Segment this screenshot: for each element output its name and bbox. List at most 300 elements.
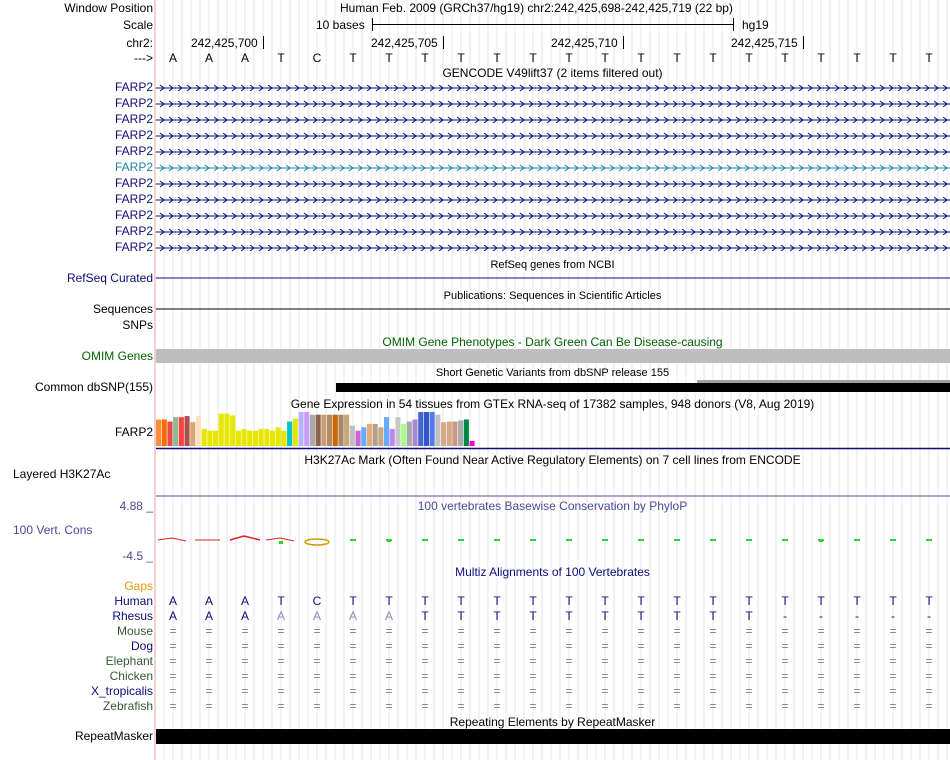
multiz-alignment-char: = [385,669,393,683]
multiz-alignment-char: A [276,609,285,623]
multiz-alignment-char: = [277,669,285,683]
multiz-alignment-char: = [781,654,789,668]
phylop-score-mark [854,539,860,541]
base-letter: T [637,51,645,65]
position-label: 242,425,705 [371,36,438,50]
phylop-score-mark [926,539,932,541]
multiz-alignment-char: = [277,639,285,653]
gtex-tissue-bar [242,429,247,446]
multiz-alignment-char: T [601,594,609,608]
multiz-alignment-char: = [889,639,897,653]
multiz-alignment-char: = [313,699,321,713]
phylop-score-mark [279,541,283,544]
gencode-item-label[interactable]: FARP2 [114,160,153,174]
scale-label: Scale [122,18,153,32]
gtex-tissue-bar [435,415,440,446]
multiz-alignment-char: = [349,639,357,653]
gtex-tissue-bar [407,422,412,446]
multiz-alignment-char: = [709,684,717,698]
gtex-tissue-bar [247,431,252,446]
gtex-tissue-bar [185,416,190,446]
gencode-item-label[interactable]: FARP2 [114,96,153,110]
multiz-alignment-char: T [673,609,681,623]
position-tick [443,36,444,49]
multiz-alignment-char: = [277,654,285,668]
multiz-alignment-char: = [817,669,825,683]
multiz-alignment-char: = [817,699,825,713]
repeatmasker-track-title[interactable]: Repeating Elements by RepeatMasker [449,715,656,729]
multiz-alignment-char: C [312,594,322,608]
h3k27ac-track-title[interactable]: H3K27Ac Mark (Often Found Near Active Regulatory Elements) on 7 cell lines from ENCODE [304,453,801,467]
multiz-alignment-char: T [385,594,393,608]
repeatmasker-track-label[interactable]: RepeatMasker [74,729,153,743]
gaps-label: Gaps [124,579,153,593]
phylop-score-mark [638,539,644,541]
gtex-tissue-bar [259,429,264,446]
multiz-alignment-char: = [637,669,645,683]
omim-track-label[interactable]: OMIM Genes [81,349,153,363]
multiz-alignment-char: - [855,609,859,623]
multiz-alignment-char: = [529,654,537,668]
gtex-tissue-bar [373,424,378,446]
phylop-track-title[interactable]: 100 vertebrates Basewise Conservation by PhyloP [417,499,688,513]
multiz-alignment-char: = [925,699,933,713]
gtex-tissue-bar [361,427,366,446]
multiz-alignment-char: = [817,684,825,698]
multiz-alignment-char: = [241,654,249,668]
multiz-alignment-char: = [313,639,321,653]
gtex-tissue-bar [207,431,212,446]
multiz-alignment-char: = [817,639,825,653]
multiz-alignment-char: = [925,669,933,683]
gtex-tissue-bar [384,417,389,446]
gtex-tissue-bar [441,422,446,446]
base-letter: T [709,51,717,65]
multiz-alignment-char: = [673,684,681,698]
gtex-tissue-bar [213,431,218,446]
multiz-alignment-char: = [313,654,321,668]
multiz-alignment-char: = [385,624,393,638]
multiz-alignment-char: T [637,594,645,608]
multiz-alignment-char: = [421,624,429,638]
gtex-tissue-bar [470,441,475,446]
multiz-alignment-char: = [889,669,897,683]
multiz-alignment-char: = [709,624,717,638]
multiz-alignment-char: = [457,654,465,668]
phylop-score-mark [782,539,788,541]
multiz-alignment-char: = [565,639,573,653]
phylop-score-mark [890,539,896,541]
phylop-score-mark [422,539,428,541]
multiz-alignment-char: = [205,654,213,668]
multiz-alignment-char: = [529,684,537,698]
gtex-tissue-bar [167,422,172,446]
omim-track-title[interactable]: OMIM Gene Phenotypes - Dark Green Can Be Disease-causing [382,335,723,349]
gtex-tissue-bar [270,431,275,446]
gtex-tissue-bar [316,415,321,446]
gtex-tissue-bar [401,424,406,446]
phylop-score-mark [530,539,536,541]
multiz-alignment-char: = [925,639,933,653]
multiz-alignment-char: T [493,594,501,608]
multiz-alignment-char: = [781,684,789,698]
base-letter: C [312,51,322,65]
multiz-alignment-char: = [169,684,177,698]
gtex-tissue-bar [452,422,457,446]
multiz-track-title[interactable]: Multiz Alignments of 100 Vertebrates [455,565,650,579]
dbsnp-variant-bar[interactable] [336,383,950,392]
multiz-alignment-char: A [348,609,357,623]
gtex-tissue-bar [413,419,418,446]
multiz-alignment-char: = [853,684,861,698]
gtex-tissue-bar [378,427,383,446]
multiz-alignment-char: T [277,594,285,608]
snps-track-label[interactable]: SNPs [122,318,153,332]
multiz-alignment-char: = [601,669,609,683]
phylop-score-mark [458,539,464,541]
base-letter: T [529,51,537,65]
multiz-alignment-char: T [709,609,717,623]
multiz-alignment-char: = [277,624,285,638]
multiz-alignment-char: = [421,654,429,668]
gtex-tissue-bar [276,427,281,446]
phylop-track-label[interactable]: 100 Vert. Cons [13,523,93,537]
multiz-alignment-char: A [204,609,213,623]
multiz-alignment-char: = [817,654,825,668]
multiz-alignment-char: = [601,654,609,668]
phylop-score-mark [566,539,572,541]
multiz-alignment-char: = [853,624,861,638]
multiz-alignment-char: = [313,669,321,683]
gtex-tissue-bar [236,431,241,446]
multiz-alignment-char: = [349,654,357,668]
multiz-alignment-char: = [673,639,681,653]
multiz-alignment-char: = [205,639,213,653]
multiz-alignment-char: = [601,639,609,653]
base-letter: T [601,51,609,65]
multiz-alignment-char: T [637,609,645,623]
gtex-tissue-bar [230,415,235,446]
multiz-alignment-char: = [817,624,825,638]
gencode-track-title[interactable]: GENCODE V49lift37 (2 items filtered out) [442,66,663,80]
multiz-alignment-char: = [781,699,789,713]
multiz-alignment-char: - [927,609,931,623]
multiz-alignment-char: = [565,624,573,638]
multiz-alignment-char: T [673,594,681,608]
base-letter: T [853,51,861,65]
gtex-tissue-bar [173,417,178,446]
multiz-alignment-char: = [565,654,573,668]
phylop-score-mark [494,539,500,541]
position-label: 242,425,710 [551,36,618,50]
multiz-alignment-char: = [421,699,429,713]
multiz-alignment-char: = [385,654,393,668]
multiz-species-label[interactable]: Mouse [116,624,153,638]
gtex-tissue-bar [418,412,423,446]
position-tick [263,36,264,49]
window-position-value: Human Feb. 2009 (GRCh37/hg19) chr2:242,425,698-242,425,719 (22 bp) [340,1,733,15]
phylop-score-mark [602,539,608,541]
multiz-alignment-char: = [925,624,933,638]
multiz-alignment-char: = [781,624,789,638]
gencode-item-label[interactable]: FARP2 [114,208,153,222]
multiz-alignment-char: = [925,684,933,698]
multiz-alignment-char: = [169,639,177,653]
base-letter: T [817,51,825,65]
multiz-alignment-char: = [421,639,429,653]
base-letter: A [204,51,213,65]
multiz-alignment-char: = [925,654,933,668]
multiz-alignment-char: = [529,639,537,653]
base-letter: T [925,51,933,65]
multiz-alignment-char: = [529,699,537,713]
gtex-track-label[interactable]: FARP2 [114,425,153,439]
multiz-alignment-char: T [745,594,753,608]
multiz-alignment-char: = [241,684,249,698]
dbsnp-track-label[interactable]: Common dbSNP(155) [34,380,153,394]
multiz-alignment-char: = [745,624,753,638]
dbsnp-variant-bar-grey[interactable] [697,380,950,383]
multiz-alignment-char: = [889,654,897,668]
gtex-tissue-bar [162,419,167,446]
multiz-alignment-char: = [889,684,897,698]
refseq-track-title[interactable]: RefSeq genes from NCBI [490,259,615,271]
publications-track-title[interactable]: Publications: Sequences in Scientific Articles [443,290,662,302]
multiz-alignment-char: = [637,684,645,698]
multiz-species-label[interactable]: Elephant [105,654,153,668]
position-tick [803,36,804,49]
dbsnp-track-title[interactable]: Short Genetic Variants from dbSNP release 155 [435,367,670,379]
multiz-alignment-char: = [637,639,645,653]
multiz-alignment-char: = [853,654,861,668]
omim-gene-bar[interactable] [156,349,950,363]
refseq-track-label[interactable]: RefSeq Curated [66,271,153,285]
multiz-alignment-char: = [421,684,429,698]
multiz-alignment-char: = [457,624,465,638]
gtex-tissue-bar [299,412,304,446]
gtex-tissue-bar [344,415,349,446]
multiz-alignment-char: = [745,654,753,668]
multiz-alignment-char: T [601,609,609,623]
gencode-item-label[interactable]: FARP2 [114,128,153,142]
gencode-item-label[interactable]: FARP2 [114,240,153,254]
multiz-alignment-char: = [169,699,177,713]
multiz-alignment-char: = [457,684,465,698]
multiz-alignment-char: = [205,684,213,698]
multiz-alignment-char: = [349,624,357,638]
gencode-item-label[interactable]: FARP2 [114,176,153,190]
multiz-alignment-char: = [673,669,681,683]
multiz-alignment-char: = [313,624,321,638]
scale-bar-left-tick [372,18,373,31]
gtex-tissue-bar [293,419,298,446]
base-letter: T [349,51,357,65]
multiz-alignment-char: = [529,624,537,638]
gtex-tissue-bar [179,417,184,446]
multiz-alignment-char: A [240,609,249,623]
multiz-alignment-char: = [637,624,645,638]
gtex-tissue-bar [196,416,201,446]
gtex-tissue-bar [310,415,315,446]
multiz-species-label[interactable]: X_tropicalis [90,684,153,698]
phylop-score-mark [350,539,356,541]
multiz-alignment-char: = [745,669,753,683]
multiz-species-label[interactable]: Chicken [109,669,153,683]
gtex-tissue-bar [395,417,400,446]
phylop-min-label: -4.5 _ [122,549,153,563]
multiz-alignment-char: T [529,609,537,623]
gtex-tissue-bar [338,415,343,446]
multiz-alignment-char: = [601,684,609,698]
multiz-alignment-char: - [783,609,787,623]
multiz-alignment-char: = [457,639,465,653]
gtex-tissue-bar [333,415,338,446]
scale-text: 10 bases [316,18,365,32]
multiz-alignment-char: = [169,669,177,683]
base-letter: T [673,51,681,65]
phylop-score-mark [387,539,391,542]
multiz-alignment-char: = [385,639,393,653]
multiz-alignment-char: = [709,654,717,668]
gtex-tissue-bar [350,426,355,446]
multiz-alignment-char: A [168,609,177,623]
gtex-tissue-bar [224,414,229,446]
repeatmasker-element-bar[interactable] [156,729,950,744]
multiz-species-label[interactable]: Rhesus [112,609,153,623]
multiz-alignment-char: = [745,699,753,713]
chrom-label: chr2: [126,36,153,50]
multiz-alignment-char: = [565,699,573,713]
multiz-alignment-char: T [709,594,717,608]
multiz-alignment-char: A [384,609,393,623]
phylop-max-label: 4.88 _ [119,499,153,513]
multiz-alignment-char: T [457,609,465,623]
multiz-alignment-char: = [889,699,897,713]
multiz-alignment-char: = [493,669,501,683]
multiz-alignment-char: = [709,699,717,713]
multiz-alignment-char: = [241,669,249,683]
base-letter: T [889,51,897,65]
multiz-alignment-char: = [745,684,753,698]
position-label: 242,425,715 [731,36,798,50]
scale-bar-right-tick [733,18,734,31]
multiz-alignment-char: = [493,639,501,653]
multiz-alignment-char: = [205,624,213,638]
multiz-alignment-char: = [745,639,753,653]
gtex-tissue-bar [156,419,161,446]
multiz-alignment-char: = [277,684,285,698]
multiz-alignment-char: = [853,639,861,653]
gtex-tissue-bar [458,421,463,447]
multiz-alignment-char: - [819,609,823,623]
multiz-alignment-char: = [349,684,357,698]
base-letter: T [493,51,501,65]
multiz-alignment-char: = [349,669,357,683]
multiz-alignment-char: = [313,684,321,698]
multiz-species-label[interactable]: Zebrafish [102,699,153,713]
gtex-tissue-bar [264,429,269,446]
base-letter: T [565,51,573,65]
multiz-alignment-char: = [601,699,609,713]
strand-label: ---> [134,51,153,65]
gtex-tissue-bar [321,415,326,446]
multiz-alignment-char: A [168,594,177,608]
phylop-score-mark [710,539,716,541]
gtex-tissue-bar [447,422,452,446]
base-letter: T [745,51,753,65]
multiz-alignment-char: = [205,669,213,683]
multiz-species-label[interactable]: Human [114,594,153,608]
gencode-item-label[interactable]: FARP2 [114,144,153,158]
gtex-tissue-bar [253,431,258,446]
gtex-track-title[interactable]: Gene Expression in 54 tissues from GTEx RNA-seq of 17382 samples, 948 donors (V8, Aug 2019) [290,397,815,411]
multiz-species-label[interactable]: Dog [130,639,153,653]
multiz-alignment-char: = [673,699,681,713]
window-position-label: Window Position [64,1,153,15]
multiz-alignment-char: T [457,594,465,608]
multiz-alignment-char: = [493,684,501,698]
gtex-tissue-bar [430,412,435,446]
gtex-tissue-bar [281,431,286,446]
multiz-alignment-char: T [493,609,501,623]
multiz-alignment-char: = [457,669,465,683]
scale-assembly: hg19 [742,18,769,32]
gtex-tissue-bar [464,419,469,446]
multiz-alignment-char: = [385,684,393,698]
gencode-item-label[interactable]: FARP2 [114,192,153,206]
multiz-alignment-char: = [169,624,177,638]
multiz-alignment-char: T [565,594,573,608]
multiz-alignment-char: = [565,669,573,683]
multiz-alignment-char: = [781,669,789,683]
multiz-alignment-char: = [529,669,537,683]
base-letter: T [385,51,393,65]
multiz-alignment-char: = [493,699,501,713]
multiz-alignment-char: = [205,699,213,713]
multiz-alignment-char: = [241,699,249,713]
publications-track-label[interactable]: Sequences [92,302,153,316]
phylop-score-mark [819,539,823,542]
base-letter: A [240,51,249,65]
phylop-score-mark [674,539,680,541]
multiz-alignment-char: T [817,594,825,608]
base-letter: T [457,51,465,65]
gtex-tissue-bar [390,429,395,446]
multiz-alignment-char: = [493,654,501,668]
multiz-alignment-char: = [709,639,717,653]
base-letter: A [168,51,177,65]
multiz-alignment-char: = [421,669,429,683]
multiz-alignment-char: = [889,624,897,638]
gtex-tissue-bar [367,424,372,446]
multiz-alignment-char: = [637,699,645,713]
multiz-alignment-char: T [349,594,357,608]
multiz-alignment-char: = [853,699,861,713]
gtex-tissue-bar [202,429,207,446]
multiz-alignment-char: = [349,699,357,713]
scale-bar [372,24,734,25]
multiz-alignment-char: = [673,654,681,668]
multiz-alignment-char: = [277,699,285,713]
gtex-tissue-bar [356,431,361,446]
multiz-alignment-char: T [853,594,861,608]
gencode-item-label[interactable]: FARP2 [114,112,153,126]
gencode-item-label[interactable]: FARP2 [114,80,153,94]
gtex-tissue-bar [287,422,292,446]
gencode-item-label[interactable]: FARP2 [114,224,153,238]
multiz-alignment-char: = [241,624,249,638]
h3k27ac-track-label[interactable]: Layered H3K27Ac [13,467,111,481]
